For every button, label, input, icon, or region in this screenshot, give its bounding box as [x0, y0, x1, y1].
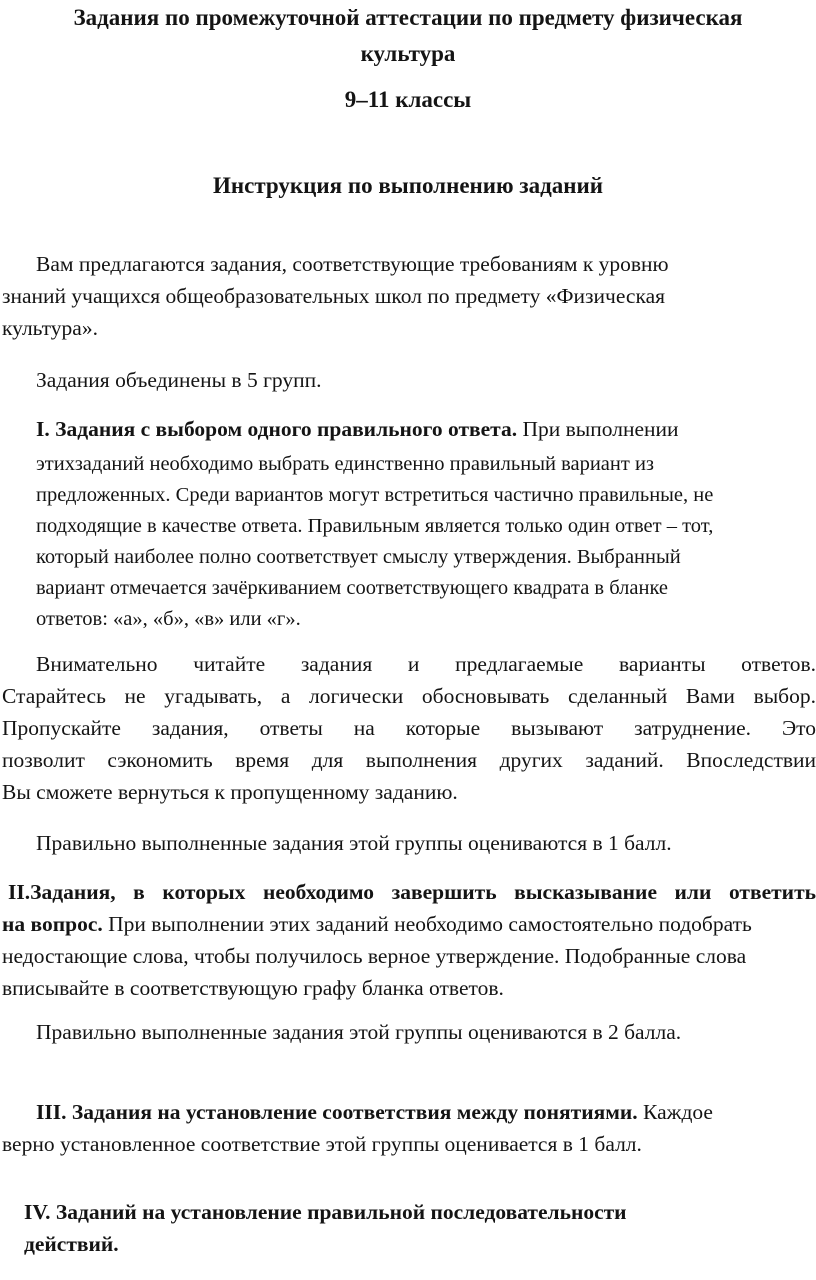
section-1-heading-line [36, 413, 816, 445]
intro-line: культура». [2, 316, 98, 340]
advice-line: Пропускайте задания, ответы на которые вызывают затруднение. Это [2, 716, 816, 740]
section-1-score: Правильно выполненные задания этой группы оцениваются в 1 балл. [36, 831, 672, 855]
section-3-line: верно установленное соответствие этой группы оценивается в 1 балл. [2, 1132, 642, 1156]
section-3 [0, 1096, 816, 1160]
title-line-2: культура [360, 41, 456, 66]
section-1-line: вариант отмечается зачёркиванием соответствующего квадрата в бланке [36, 577, 668, 599]
section-4-heading-line-1: IV. Заданий на установление правильной последовательности [24, 1200, 627, 1224]
section-1-line: предложенных. Среди вариантов могут встретиться частично правильные, не [36, 484, 714, 506]
section-1-body [0, 449, 816, 635]
intro-line: знаний учащихся общеобразовательных школ по предмету «Физическая [2, 284, 666, 308]
section-2-heading-line-2 [0, 908, 816, 940]
section-1-advice [0, 648, 816, 808]
section-2-heading-tail: При выполнении этих заданий необходимо самостоятельно подобрать [102, 912, 752, 936]
section-2-line: вписывайте в соответствующую графу бланка ответов. [2, 976, 504, 1000]
section-1-line: который наиболее полно соответствует смыслу утверждения. Выбранный [36, 546, 681, 568]
section-1-heading: I. Задания с выбором одного правильного ответа. [36, 417, 518, 441]
section-1-heading-tail: При выполнении [517, 417, 679, 441]
advice-line: позволит сэкономить время для выполнения других заданий. Впоследствии [2, 748, 816, 772]
section-4 [0, 1196, 816, 1260]
section-1-line: этихзаданий необходимо выбрать единственно правильный вариант из [36, 453, 655, 475]
section-3-heading-tail: Каждое [637, 1100, 713, 1124]
section-2-heading-line-1: II.Задания, в которых необходимо завершить высказывание или ответить [8, 880, 816, 904]
title-line-1: Задания по промежуточной аттестации по предмету физическая [73, 5, 743, 30]
section-1-line: подходящие в качестве ответа. Правильным является только один ответ – тот, [36, 515, 714, 537]
section-2-score: Правильно выполненные задания этой группы оцениваются в 2 балла. [36, 1020, 682, 1044]
intro-paragraph [0, 248, 816, 344]
instructions-heading: Инструкция по выполнению заданий [212, 173, 604, 198]
advice-line: Вы сможете вернуться к пропущенному заданию. [2, 780, 458, 804]
advice-line: Старайтесь не угадывать, а логически обосновывать сделанный Вами выбор. [2, 684, 816, 708]
document-title [0, 2, 816, 70]
intro-line: Вам предлагаются задания, соответствующие требованиям к уровню [36, 252, 669, 276]
grades-heading: 9–11 классы [344, 87, 472, 112]
section-2-heading: на вопрос. [2, 912, 103, 936]
section-3-heading-line [0, 1096, 816, 1128]
section-1-line: ответов: «а», «б», «в» или «г». [36, 608, 301, 630]
section-1 [0, 413, 816, 445]
section-2-line: недостающие слова, чтобы получилось верное утверждение. Подобранные слова [2, 944, 747, 968]
section-4-heading-line-2: действий. [24, 1232, 119, 1256]
section-3-heading: III. Задания на установление соответствия между понятиями. [36, 1100, 638, 1124]
advice-line: Внимательно читайте задания и предлагаемые варианты ответов. [36, 652, 816, 676]
section-2 [0, 876, 816, 1004]
groups-count-text: Задания объединены в 5 групп. [36, 368, 322, 392]
